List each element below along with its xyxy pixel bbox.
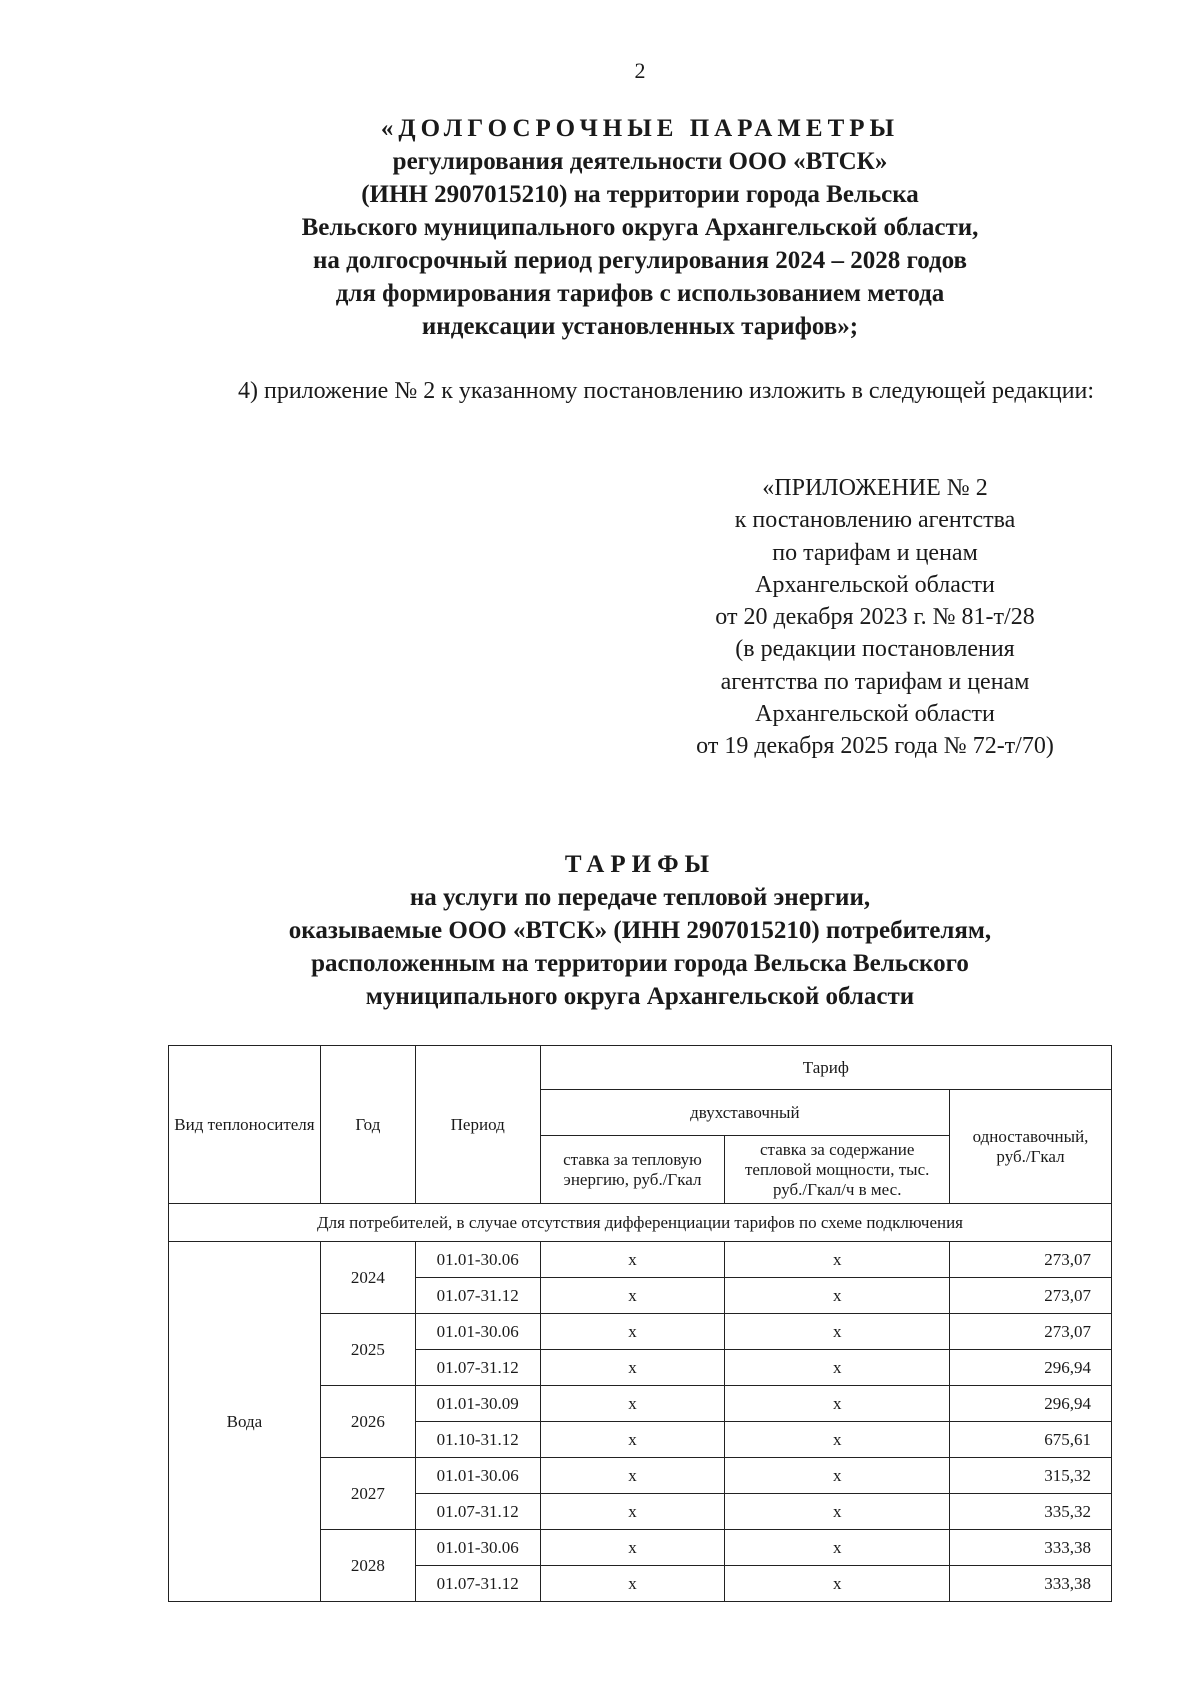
header-energy-rate: ставка за тепловую энергию, руб./Гкал — [540, 1136, 725, 1204]
period-cell: 01.01-30.09 — [415, 1386, 540, 1422]
appendix-line: по тарифам и ценам — [772, 539, 978, 566]
energy-rate-cell: х — [540, 1278, 725, 1314]
section-label: Для потребителей, в случае отсутствия дифференциации тарифов по схеме подключения — [169, 1204, 1112, 1242]
header-period: Период — [415, 1046, 540, 1204]
period-cell: 01.01-30.06 — [415, 1458, 540, 1494]
energy-rate-cell: х — [540, 1494, 725, 1530]
tariffs-subtitle-line: расположенным на территории города Вельска Вельского — [311, 950, 969, 977]
period-cell: 01.10-31.12 — [415, 1422, 540, 1458]
header-two-part: двухставочный — [540, 1090, 949, 1136]
year-cell: 2027 — [320, 1458, 415, 1530]
one-part-cell: 675,61 — [950, 1422, 1112, 1458]
energy-rate-cell: х — [540, 1242, 725, 1278]
tariffs-title — [0, 848, 1200, 1013]
one-part-cell: 296,94 — [950, 1350, 1112, 1386]
period-cell: 01.01-30.06 — [415, 1530, 540, 1566]
one-part-cell: 335,32 — [950, 1494, 1112, 1530]
page-number: 2 — [634, 58, 646, 83]
year-cell: 2025 — [320, 1314, 415, 1386]
table-row — [169, 1242, 1112, 1278]
amendment-paragraph — [168, 376, 1128, 406]
appendix-line: от 20 декабря 2023 г. № 81-т/28 — [715, 604, 1035, 631]
period-cell: 01.01-30.06 — [415, 1314, 540, 1350]
capacity-rate-cell: х — [725, 1566, 950, 1602]
energy-rate-cell: х — [540, 1314, 725, 1350]
tariffs-subtitle-line: на услуги по передаче тепловой энергии, — [409, 884, 871, 911]
tariffs-heading: ТАРИФЫ — [564, 851, 716, 878]
capacity-rate-cell: х — [725, 1530, 950, 1566]
carrier-cell: Вода — [169, 1242, 321, 1602]
one-part-cell: 333,38 — [950, 1530, 1112, 1566]
appendix-line: агентства по тарифам и ценам — [720, 668, 1030, 695]
energy-rate-cell: х — [540, 1386, 725, 1422]
year-cell: 2024 — [320, 1242, 415, 1314]
period-cell: 01.07-31.12 — [415, 1278, 540, 1314]
header-carrier: Вид теплоносителя — [169, 1046, 321, 1204]
one-part-cell: 333,38 — [950, 1566, 1112, 1602]
paragraph-text: 4) приложение № 2 к указанному постановлению изложить в следующей редакции: — [238, 378, 1095, 404]
heading-line: Вельского муниципального округа Архангельской области, — [301, 214, 979, 241]
appendix-line: к постановлению агентства — [734, 507, 1016, 534]
heading-title: «ДОЛГОСРОЧНЫЕ ПАРАМЕТРЫ — [380, 115, 900, 142]
appendix-line: Архангельской области — [755, 701, 995, 728]
document-heading — [0, 112, 1200, 343]
appendix-line: от 19 декабря 2025 года № 72-т/70) — [696, 733, 1054, 760]
heading-line: регулирования деятельности ООО «ВТСК» — [392, 148, 888, 175]
tariffs-table — [168, 1045, 1112, 1602]
energy-rate-cell: х — [540, 1530, 725, 1566]
period-cell: 01.07-31.12 — [415, 1350, 540, 1386]
header-year: Год — [320, 1046, 415, 1204]
energy-rate-cell: х — [540, 1458, 725, 1494]
capacity-rate-cell: х — [725, 1422, 950, 1458]
period-cell: 01.01-30.06 — [415, 1242, 540, 1278]
capacity-rate-cell: х — [725, 1350, 950, 1386]
one-part-cell: 273,07 — [950, 1242, 1112, 1278]
tariffs-subtitle-line: оказываемые ООО «ВТСК» (ИНН 2907015210) потребителям, — [288, 917, 992, 944]
appendix-line: «ПРИЛОЖЕНИЕ № 2 — [762, 475, 988, 501]
one-part-cell: 273,07 — [950, 1314, 1112, 1350]
appendix-block — [660, 472, 1090, 763]
capacity-rate-cell: х — [725, 1242, 950, 1278]
energy-rate-cell: х — [540, 1566, 725, 1602]
one-part-cell: 296,94 — [950, 1386, 1112, 1422]
heading-line: на долгосрочный период регулирования 2024 – 2028 годов — [312, 247, 968, 274]
capacity-rate-cell: х — [725, 1386, 950, 1422]
heading-line: для формирования тарифов с использованием метода — [335, 280, 945, 307]
capacity-rate-cell: х — [725, 1494, 950, 1530]
capacity-rate-cell: х — [725, 1278, 950, 1314]
energy-rate-cell: х — [540, 1422, 725, 1458]
period-cell: 01.07-31.12 — [415, 1494, 540, 1530]
capacity-rate-cell: х — [725, 1458, 950, 1494]
header-one-part: одноставочный, руб./Гкал — [950, 1090, 1112, 1204]
year-cell: 2026 — [320, 1386, 415, 1458]
one-part-cell: 315,32 — [950, 1458, 1112, 1494]
capacity-rate-cell: х — [725, 1314, 950, 1350]
heading-line: индексации установленных тарифов»; — [421, 313, 859, 340]
tariffs-subtitle-line: муниципального округа Архангельской области — [365, 983, 915, 1010]
header-capacity-rate: ставка за содержание тепловой мощности, тыс. руб./Гкал/ч в мес. — [725, 1136, 950, 1204]
energy-rate-cell: х — [540, 1350, 725, 1386]
period-cell: 01.07-31.12 — [415, 1566, 540, 1602]
heading-line: (ИНН 2907015210) на территории города Вельска — [361, 181, 919, 208]
appendix-line: Архангельской области — [755, 571, 995, 598]
year-cell: 2028 — [320, 1530, 415, 1602]
appendix-line: (в редакции постановления — [735, 636, 1015, 663]
header-tariff: Тариф — [540, 1046, 1111, 1090]
one-part-cell: 273,07 — [950, 1278, 1112, 1314]
